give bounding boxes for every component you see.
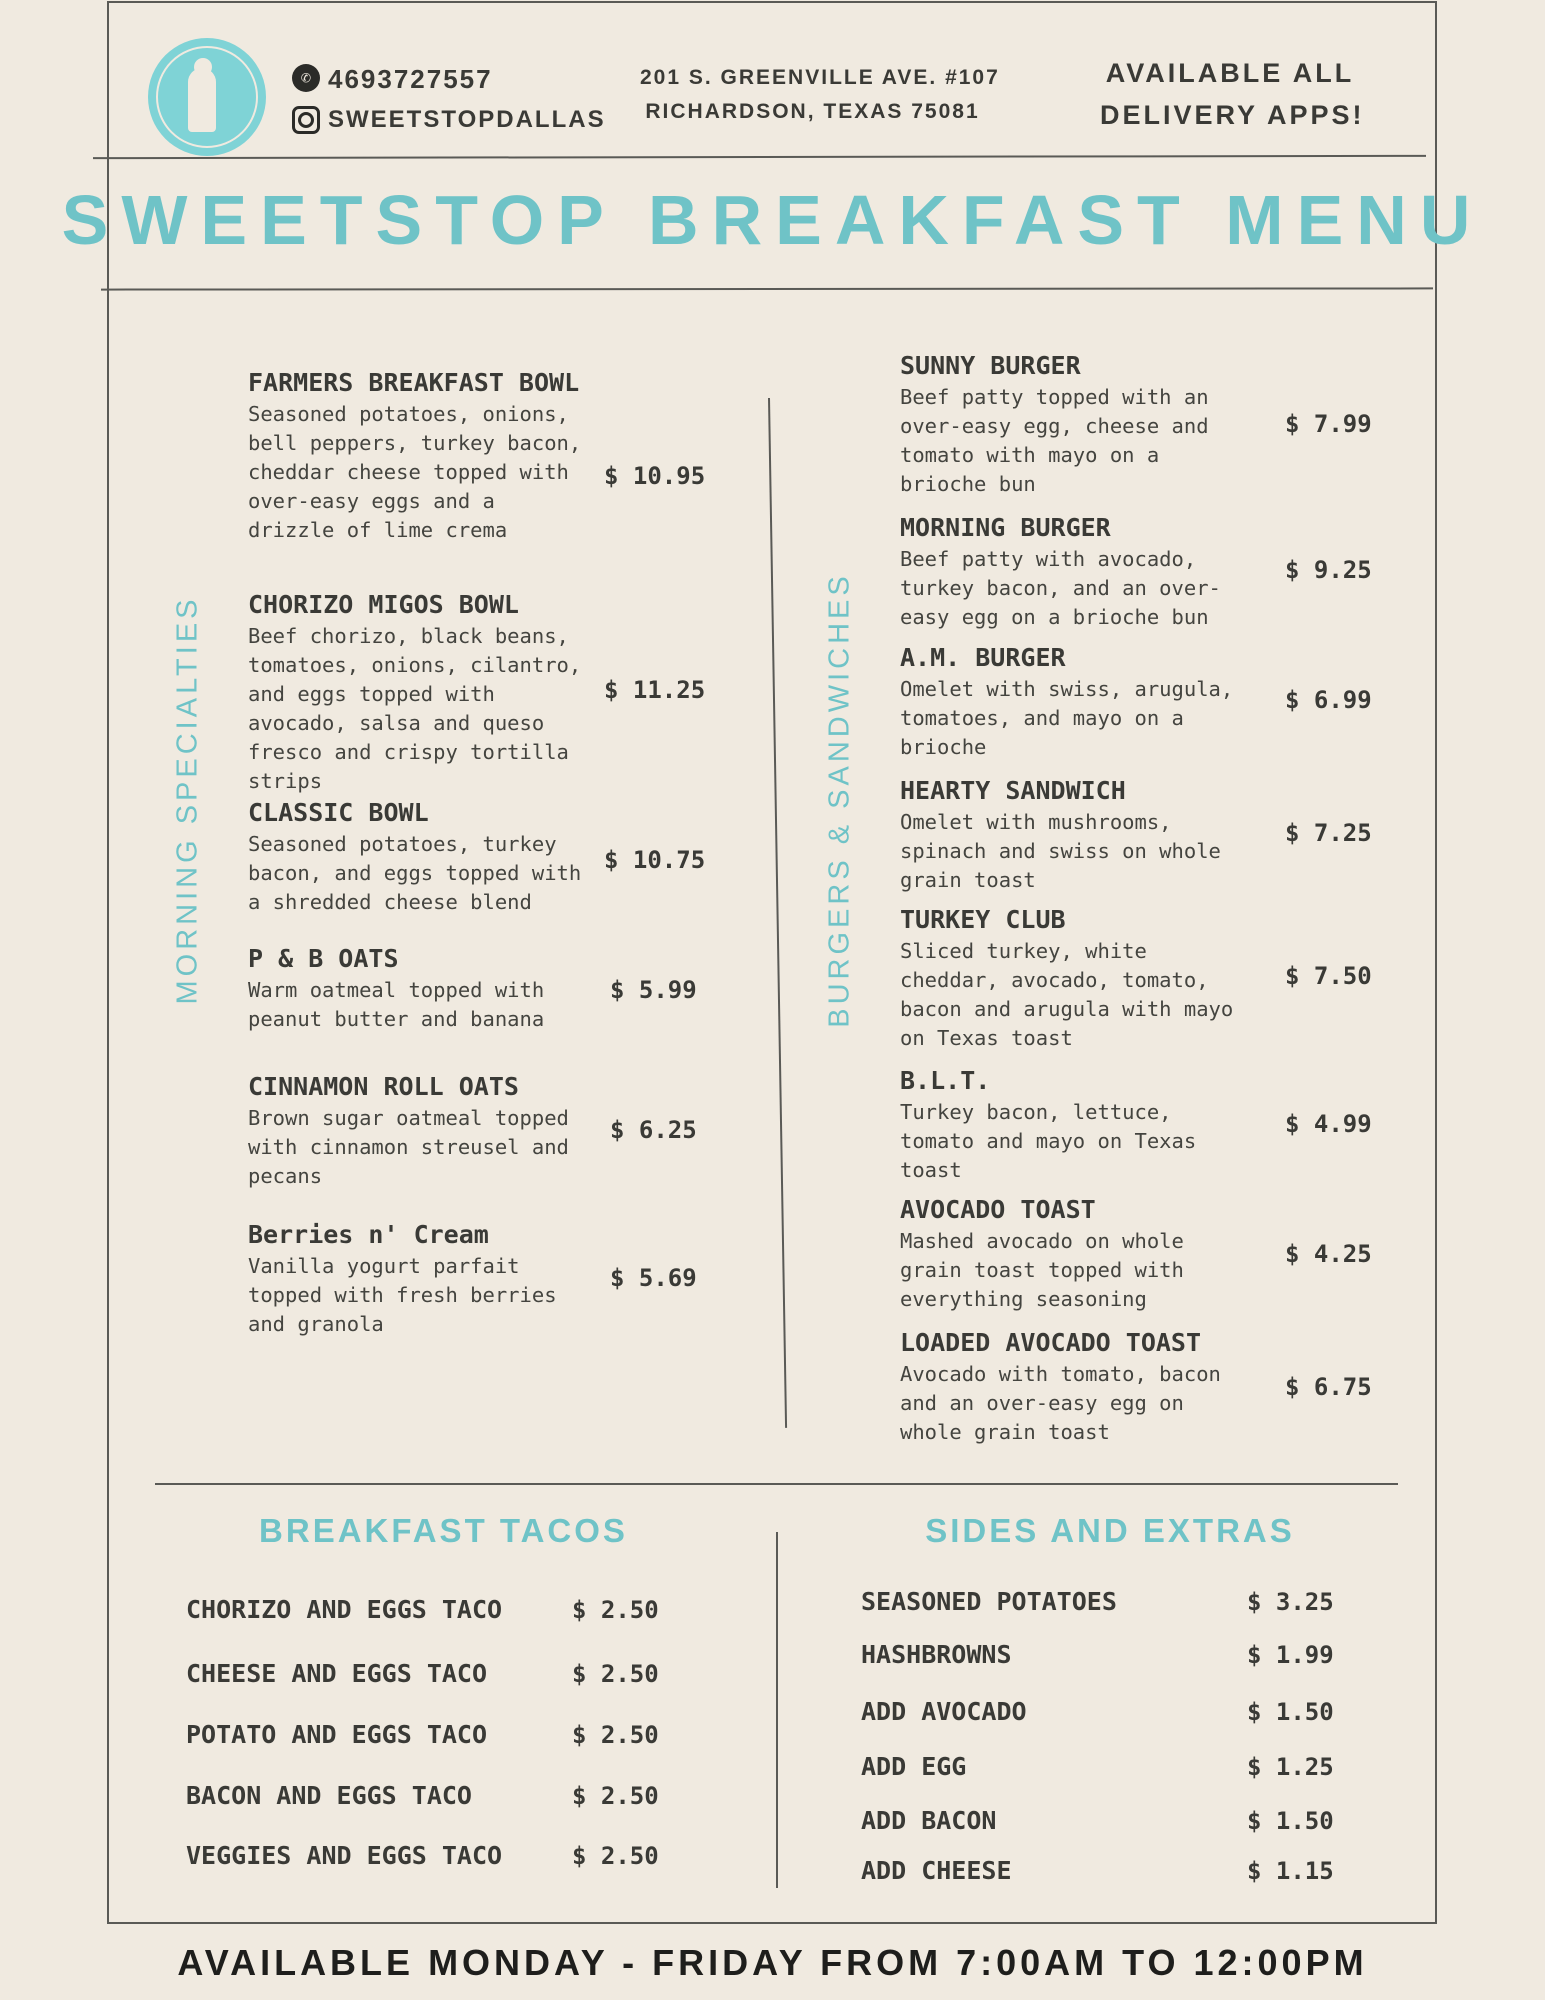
address-line-1: 201 S. GREENVILLE AVE. #107	[640, 66, 1000, 89]
item-name: AVOCADO TOAST	[900, 1195, 1096, 1224]
lower-column-divider	[776, 1532, 778, 1888]
taco-price: $ 2.50	[572, 1660, 659, 1688]
side-price: $ 3.25	[1247, 1588, 1334, 1616]
item-price: $ 5.99	[610, 976, 697, 1004]
item-desc: Vanilla yogurt parfait topped with fresh berries and granola	[248, 1254, 557, 1336]
item-price: $ 7.99	[1285, 410, 1372, 438]
side-price: $ 1.15	[1247, 1857, 1334, 1885]
side-name: ADD BACON	[861, 1806, 997, 1835]
menu-item	[900, 349, 1245, 499]
breakfast-tacos-heading: BREAKFAST TACOS	[259, 1512, 628, 1549]
item-name: FARMERS BREAKFAST BOWL	[248, 368, 580, 397]
logo-figure	[188, 68, 216, 132]
item-price: $ 11.25	[604, 676, 706, 704]
taco-name: VEGGIES AND EGGS TACO	[186, 1841, 503, 1870]
side-name: ADD AVOCADO	[861, 1697, 1027, 1726]
delivery-line-1: AVAILABLE ALL	[1105, 58, 1355, 88]
side-price: $ 1.25	[1247, 1753, 1334, 1781]
item-name: TURKEY CLUB	[900, 905, 1066, 934]
menu-item	[248, 588, 593, 796]
item-desc: Omelet with mushrooms, spinach and swiss on whole grain toast	[900, 810, 1221, 892]
instagram-icon	[292, 106, 320, 134]
item-price: $ 4.25	[1285, 1240, 1372, 1268]
delivery-line-2: DELIVERY APPS!	[1100, 100, 1365, 130]
item-desc: Beef patty with avocado, turkey bacon, and an over-easy egg on a brioche bun	[900, 547, 1221, 629]
item-desc: Avocado with tomato, bacon and an over-easy egg on whole grain toast	[900, 1362, 1221, 1444]
item-name: LOADED AVOCADO TOAST	[900, 1328, 1202, 1357]
taco-price: $ 2.50	[572, 1782, 659, 1810]
item-desc: Omelet with swiss, arugula, tomatoes, and mayo on a brioche	[900, 677, 1234, 759]
item-name: A.M. BURGER	[900, 643, 1066, 672]
item-desc: Turkey bacon, lettuce, tomato and mayo on Texas toast	[900, 1100, 1197, 1182]
phone-icon: ✆	[292, 64, 320, 92]
item-desc: Warm oatmeal topped with peanut butter and banana	[248, 978, 545, 1031]
menu-item	[248, 366, 593, 545]
menu-title: SWEETSTOP BREAKFAST MENU	[61, 181, 1484, 259]
sides-extras-heading: SIDES AND EXTRAS	[925, 1512, 1295, 1549]
side-price: $ 1.50	[1247, 1807, 1334, 1835]
item-price: $ 6.99	[1285, 686, 1372, 714]
item-price: $ 4.99	[1285, 1110, 1372, 1138]
side-price: $ 1.99	[1247, 1641, 1334, 1669]
taco-name: CHEESE AND EGGS TACO	[186, 1659, 488, 1688]
taco-name: CHORIZO AND EGGS TACO	[186, 1595, 503, 1624]
item-price: $ 10.75	[604, 846, 706, 874]
menu-item	[248, 796, 593, 917]
sweetstop-logo	[148, 38, 266, 156]
item-name: CINNAMON ROLL OATS	[248, 1072, 519, 1101]
menu-item	[900, 774, 1245, 895]
side-name: SEASONED POTATOES	[861, 1587, 1117, 1616]
menu-item	[900, 641, 1245, 762]
menu-item	[900, 1326, 1245, 1447]
item-price: $ 7.25	[1285, 819, 1372, 847]
item-name: Berries n' Cream	[248, 1220, 489, 1249]
lower-divider	[155, 1483, 1398, 1485]
item-desc: Brown sugar oatmeal topped with cinnamon streusel and pecans	[248, 1106, 569, 1188]
item-name: MORNING BURGER	[900, 513, 1111, 542]
menu-item	[248, 1218, 593, 1339]
item-price: $ 5.69	[610, 1264, 697, 1292]
side-price: $ 1.50	[1247, 1698, 1334, 1726]
menu-item	[900, 903, 1245, 1053]
item-name: CLASSIC BOWL	[248, 798, 429, 827]
taco-price: $ 2.50	[572, 1842, 659, 1870]
taco-name: POTATO AND EGGS TACO	[186, 1720, 488, 1749]
address-line-2: RICHARDSON, TEXAS 75081	[645, 100, 980, 123]
item-desc: Seasoned potatoes, turkey bacon, and eggs topped with a shredded cheese blend	[248, 832, 582, 914]
item-desc: Beef patty topped with an over-easy egg, cheese and tomato with mayo on a brioche bun	[900, 385, 1209, 496]
taco-price: $ 2.50	[572, 1596, 659, 1624]
item-price: $ 6.25	[610, 1116, 697, 1144]
item-desc: Beef chorizo, black beans, tomatoes, onions, cilantro, and eggs topped with avocado, salsa and queso fresco and crispy tortilla strips	[248, 624, 582, 793]
morning-specialties-label: MORNING SPECIALTIES	[171, 595, 204, 1005]
taco-name: BACON AND EGGS TACO	[186, 1781, 472, 1810]
item-name: CHORIZO MIGOS BOWL	[248, 590, 519, 619]
menu-item	[900, 511, 1245, 632]
instagram-handle[interactable]: SWEETSTOPDALLAS	[328, 106, 606, 133]
item-price: $ 10.95	[604, 462, 706, 490]
item-name: P & B OATS	[248, 944, 399, 973]
availability-footer: AVAILABLE MONDAY - FRIDAY FROM 7:00AM TO 12:00PM	[177, 1942, 1368, 1983]
menu-item	[248, 942, 593, 1034]
item-desc: Sliced turkey, white cheddar, avocado, tomato, bacon and arugula with mayo on Texas toast	[900, 939, 1234, 1050]
item-price: $ 9.25	[1285, 556, 1372, 584]
burgers-sandwiches-label: BURGERS & SANDWICHES	[823, 572, 856, 1028]
item-name: SUNNY BURGER	[900, 351, 1081, 380]
item-price: $ 6.75	[1285, 1373, 1372, 1401]
item-price: $ 7.50	[1285, 962, 1372, 990]
menu-item	[900, 1193, 1245, 1314]
item-desc: Seasoned potatoes, onions, bell peppers, turkey bacon, cheddar cheese topped with over-easy eggs and a drizzle of lime crema	[248, 402, 582, 542]
phone-number[interactable]: 4693727557	[328, 64, 493, 94]
taco-price: $ 2.50	[572, 1721, 659, 1749]
item-name: HEARTY SANDWICH	[900, 776, 1126, 805]
menu-item	[248, 1070, 593, 1191]
side-name: ADD CHEESE	[861, 1856, 1012, 1885]
menu-item	[900, 1064, 1245, 1185]
item-desc: Mashed avocado on whole grain toast topped with everything seasoning	[900, 1229, 1184, 1311]
side-name: HASHBROWNS	[861, 1640, 1012, 1669]
side-name: ADD EGG	[861, 1752, 967, 1781]
item-name: B.L.T.	[900, 1066, 991, 1095]
